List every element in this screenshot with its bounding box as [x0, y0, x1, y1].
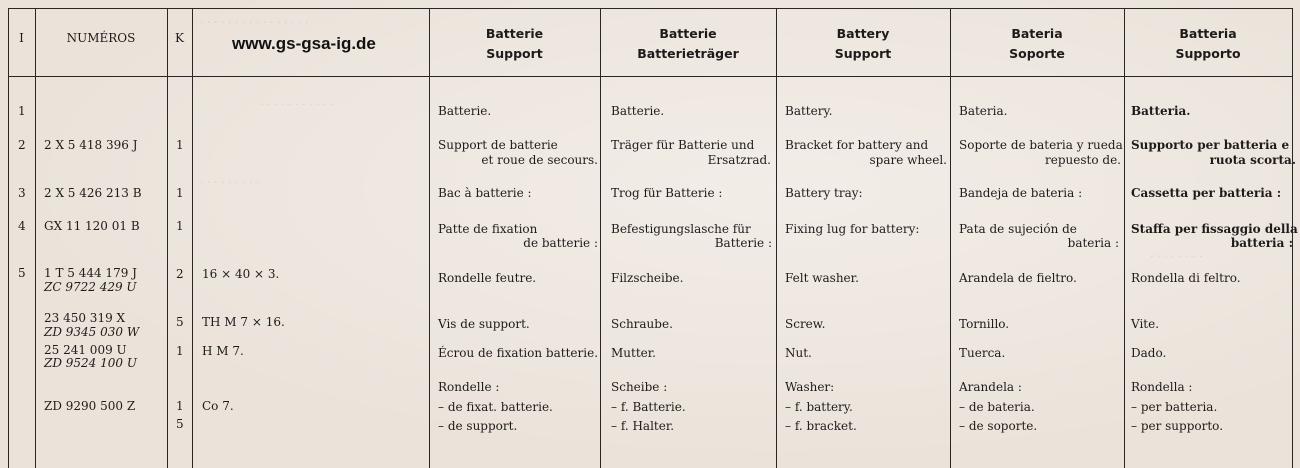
text-es: repuesto de. [1045, 153, 1121, 167]
text-de: Ersatzrad. [707, 153, 771, 167]
header-line: Batterie [485, 26, 544, 41]
quantity: 1 [176, 344, 184, 358]
row-index: 4 [18, 219, 26, 233]
quantity: 1 [176, 138, 184, 152]
part-number: ZD 9290 500 Z [44, 399, 136, 413]
text-de: Filzscheibe. [611, 271, 684, 285]
header-italian [1124, 24, 1292, 64]
text-fr: – de fixat. batterie. [438, 400, 553, 414]
text-en: Washer: [785, 380, 835, 394]
text-it: Staffa per fissaggio della [1131, 222, 1298, 236]
row-index: 1 [18, 104, 26, 118]
text-it: – per supporto. [1131, 419, 1224, 433]
part-number-alt: ZC 9722 429 U [44, 280, 137, 294]
header-line: Supporto [1175, 46, 1241, 61]
row-index: 3 [18, 186, 26, 200]
header-numeros: NUMÉROS [66, 31, 136, 45]
text-es: Arandela de fieltro. [959, 271, 1077, 285]
text-it: Cassetta per batteria : [1131, 186, 1282, 200]
text-en: Battery. [785, 104, 833, 118]
text-it: Batteria. [1131, 104, 1191, 118]
text-it: Vite. [1131, 317, 1160, 331]
text-es: Tornillo. [959, 317, 1010, 331]
text-es: Pata de sujeción de [959, 222, 1077, 236]
text-it: Dado. [1131, 346, 1167, 360]
text-fr: Batterie. [438, 104, 492, 118]
row-index: 5 [18, 266, 26, 280]
part-number: 25 241 009 U [44, 343, 127, 357]
dimensions: TH M 7 × 16. [202, 315, 285, 329]
column-rule [600, 8, 601, 468]
header-line: Batteria [1179, 26, 1237, 41]
text-de: Batterie : [714, 236, 772, 250]
text-es: – de bateria. [959, 400, 1035, 414]
column-rule [192, 8, 193, 468]
text-de: Mutter. [611, 346, 656, 360]
text-it: – per batteria. [1131, 400, 1218, 414]
text-en: Felt washer. [785, 271, 859, 285]
dimensions: H M 7. [202, 344, 244, 358]
column-rule [429, 8, 430, 468]
text-en: – f. battery. [785, 400, 853, 414]
header-line: Support [834, 46, 892, 61]
text-fr: et roue de secours. [481, 153, 598, 167]
quantity: 1 [176, 399, 184, 413]
column-rule [8, 8, 9, 468]
part-number: GX 11 120 01 B [44, 219, 140, 233]
text-it: Rondella : [1131, 380, 1193, 394]
quantity: 5 [176, 315, 184, 329]
part-number: 2 X 5 418 396 J [44, 138, 138, 152]
text-es: Soporte de bateria y rueda [959, 138, 1123, 152]
header-line: Soporte [1009, 46, 1065, 61]
header-index: I [19, 31, 24, 45]
part-number-alt: ZD 9524 100 U [44, 356, 137, 370]
header-line: Support [486, 46, 543, 61]
header-line: Battery [836, 26, 890, 41]
header-english [776, 24, 950, 64]
part-number: 2 X 5 426 213 B [44, 186, 142, 200]
text-es: Bandeja de bateria : [959, 186, 1083, 200]
quantity: 1 [176, 219, 184, 233]
text-fr: Bac à batterie : [438, 186, 532, 200]
text-de: – f. Batterie. [611, 400, 686, 414]
header-line: Batterie [659, 26, 717, 41]
dimensions: Co 7. [202, 399, 234, 413]
text-en: spare wheel. [869, 153, 947, 167]
header-line: Batterieträger [637, 46, 739, 61]
quantity: 2 [176, 267, 184, 281]
text-de: Schraube. [611, 317, 673, 331]
text-es: Bateria. [959, 104, 1008, 118]
column-rule [1124, 8, 1125, 468]
text-fr: Rondelle feutre. [438, 271, 537, 285]
row-index: 2 [18, 138, 26, 152]
dimensions: 16 × 40 × 3. [202, 267, 280, 281]
text-it: Supporto per batteria e [1131, 138, 1290, 152]
text-en: Fixing lug for battery: [785, 222, 920, 236]
text-de: Batterie. [611, 104, 665, 118]
top-rule [8, 8, 1293, 9]
text-it: ruota scorta. [1209, 153, 1296, 167]
text-it: batteria : [1230, 236, 1293, 250]
text-es: bateria : [1067, 236, 1119, 250]
text-it: Rondella di feltro. [1131, 271, 1241, 285]
text-de: Trog für Batterie : [611, 186, 723, 200]
text-en: – f. bracket. [785, 419, 857, 433]
text-de: – f. Halter. [611, 419, 675, 433]
part-number-alt: ZD 9345 030 W [44, 325, 140, 339]
header-quantity: K [175, 31, 184, 45]
text-fr: Écrou de fixation batterie. [438, 346, 599, 360]
part-number: 1 T 5 444 179 J [44, 266, 137, 280]
header-french [429, 24, 600, 64]
text-en: Nut. [785, 346, 812, 360]
text-fr: Patte de fixation [438, 222, 538, 236]
text-en: Bracket for battery and [785, 138, 929, 152]
text-de: Befestigungslasche für [611, 222, 751, 236]
text-fr: Rondelle : [438, 380, 500, 394]
text-fr: de batterie : [523, 236, 598, 250]
quantity: 1 [176, 186, 184, 200]
catalog-page: · · · · · · · · · · · · · · · · · · · · · · · · · · · · · · · · · · · · · · · · · · · · I NUMÉROS K www.gs-gsa-ig.de Batterie Support Batterie Batterieträger Battery Support Bateria Soporte Batteria Supporto 1 Batterie. Batterie. Battery. Bateria. Batteria. 2 2 X 5 418 396 J 1 Support de batterie et roue de secours. Träger für Batterie und Ersatzrad. Bracket for battery and spare wheel. Soporte de bateria y rueda repuesto de. Supporto per batteria e ruota scorta. 3 2 X 5 426 213 B 1 Bac à batterie : Trog für Batterie : Battery tray: Bandeja de bateria : Cassetta per batteria : 4 GX 11 120 01 B 1 Patte de fixation de batterie : Befestigungslasche für Batterie : Fixing lug for battery: Pata de sujeción de bateria : Staffa per fissaggio della batteria : 5 1 T 5 444 179 J ZC 9722 429 U 2 16 × 40 × 3. Rondelle feutre. Filzscheibe. Felt washer. Arandela de fieltro. Rondella di feltro. 23 450 319 X ZD 9345 030 W 5 TH M 7 × 16. Vis de support. Schraube. Screw. Tornillo. Vite. 25 241 009 U ZD 9524 100 U 1 H M 7. Écrou de fixation batterie. Mutter. Nut. Tuerca. Dado. ZD 9290 500 Z 1 5 Co 7. Rondelle : – de fixat. batterie. – de support. Scheibe : – f. Batterie. – f. Halter. Washer: – f. battery. – f. bracket. Arandela : – de bateria. – de soporte. Rondella : – per batteria. – per supporto. [0, 0, 1300, 468]
text-fr: Vis de support. [438, 317, 530, 331]
header-line: Bateria [1011, 26, 1063, 41]
quantity: 5 [176, 417, 184, 431]
header-spanish [950, 24, 1124, 64]
column-rule [950, 8, 951, 468]
watermark-url: www.gs-gsa-ig.de [232, 34, 376, 53]
text-en: Screw. [785, 317, 826, 331]
column-rule [167, 8, 168, 468]
header-rule [8, 76, 1293, 77]
text-es: Tuerca. [959, 346, 1006, 360]
text-fr: – de support. [438, 419, 518, 433]
text-fr: Support de batterie [438, 138, 558, 152]
column-rule [35, 8, 36, 468]
text-de: Träger für Batterie und [611, 138, 755, 152]
text-de: Scheibe : [611, 380, 668, 394]
text-en: Battery tray: [785, 186, 863, 200]
header-german [600, 24, 776, 64]
part-number: 23 450 319 X [44, 311, 126, 325]
text-es: Arandela : [959, 380, 1022, 394]
column-rule [776, 8, 777, 468]
text-es: – de soporte. [959, 419, 1038, 433]
